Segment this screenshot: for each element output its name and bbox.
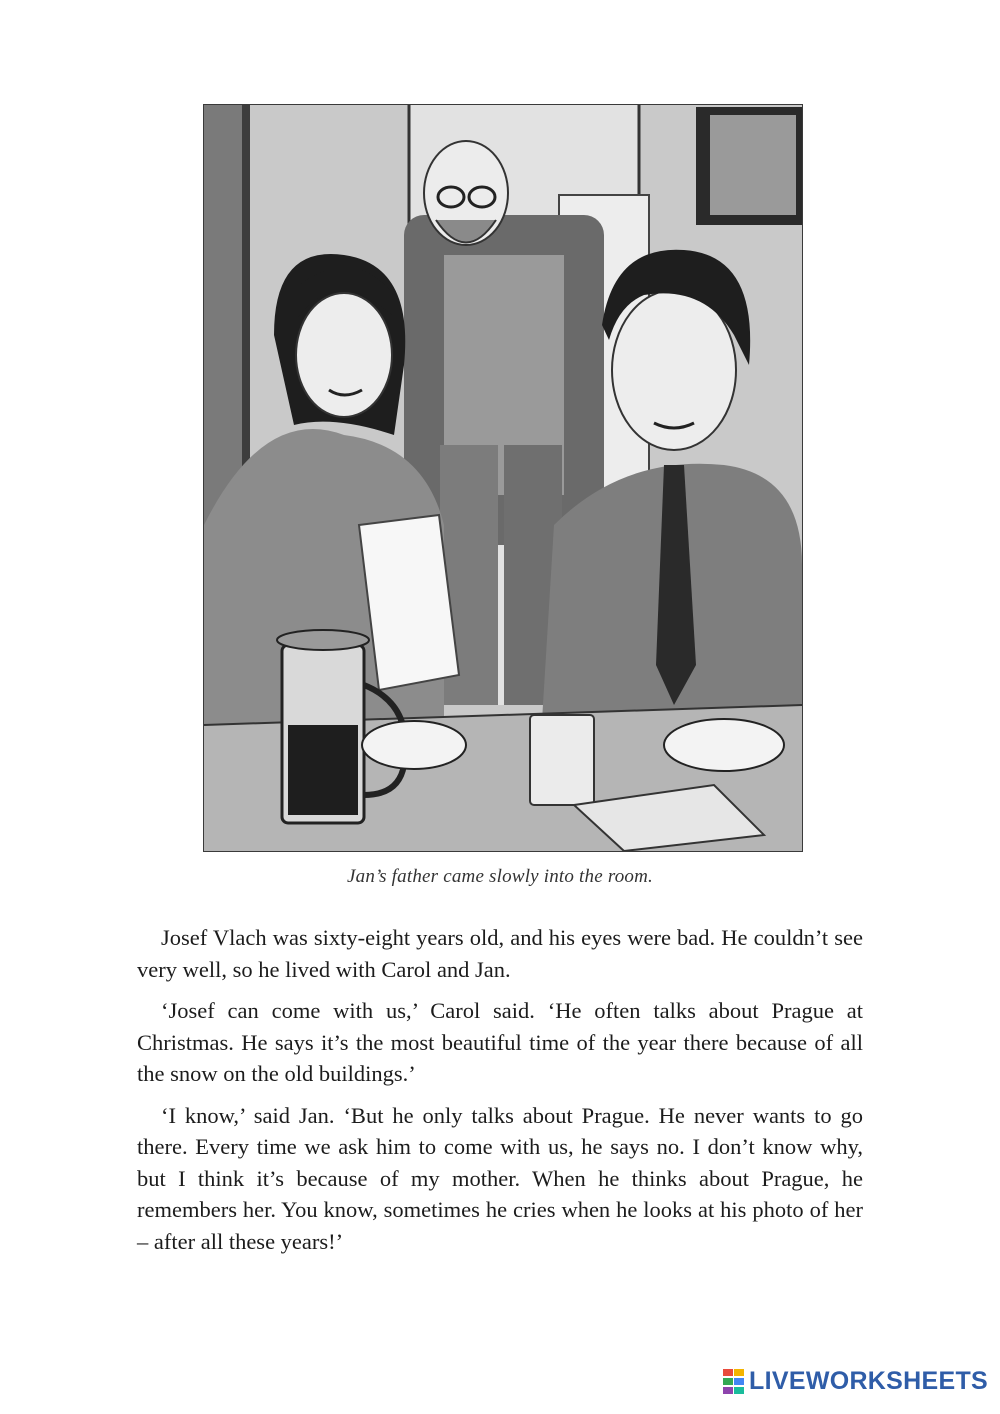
illustration-drawing xyxy=(204,105,802,851)
story-paragraph: ‘Josef can come with us,’ Carol said. ‘He often talks about Prague at Christmas. He says it’s the most beautiful time of the year there because of all the snow on the old buildings.’ xyxy=(137,998,863,1086)
liveworksheets-logo-icon xyxy=(723,1369,745,1395)
story-paragraph: Josef Vlach was sixty-eight years old, and his eyes were bad. He couldn’t see very well, so he lived with Carol and Jan. xyxy=(137,925,863,982)
story-text xyxy=(137,922,863,1267)
illustration-caption: Jan’s father came slowly into the room. xyxy=(347,866,653,887)
brand-name: LIVEWORKSHEETS xyxy=(749,1367,988,1395)
story-illustration xyxy=(203,104,803,852)
liveworksheets-logo[interactable] xyxy=(723,1367,988,1396)
story-paragraph: ‘I know,’ said Jan. ‘But he only talks about Prague. He never wants to go there. Every time we ask him to come with us, he says no. I don’t know why, but I think it’s because of my mother. When he thinks about Prague, he remembers her. You know, sometimes he cries when he looks at his photo of her – after all these years!’ xyxy=(137,1102,863,1254)
